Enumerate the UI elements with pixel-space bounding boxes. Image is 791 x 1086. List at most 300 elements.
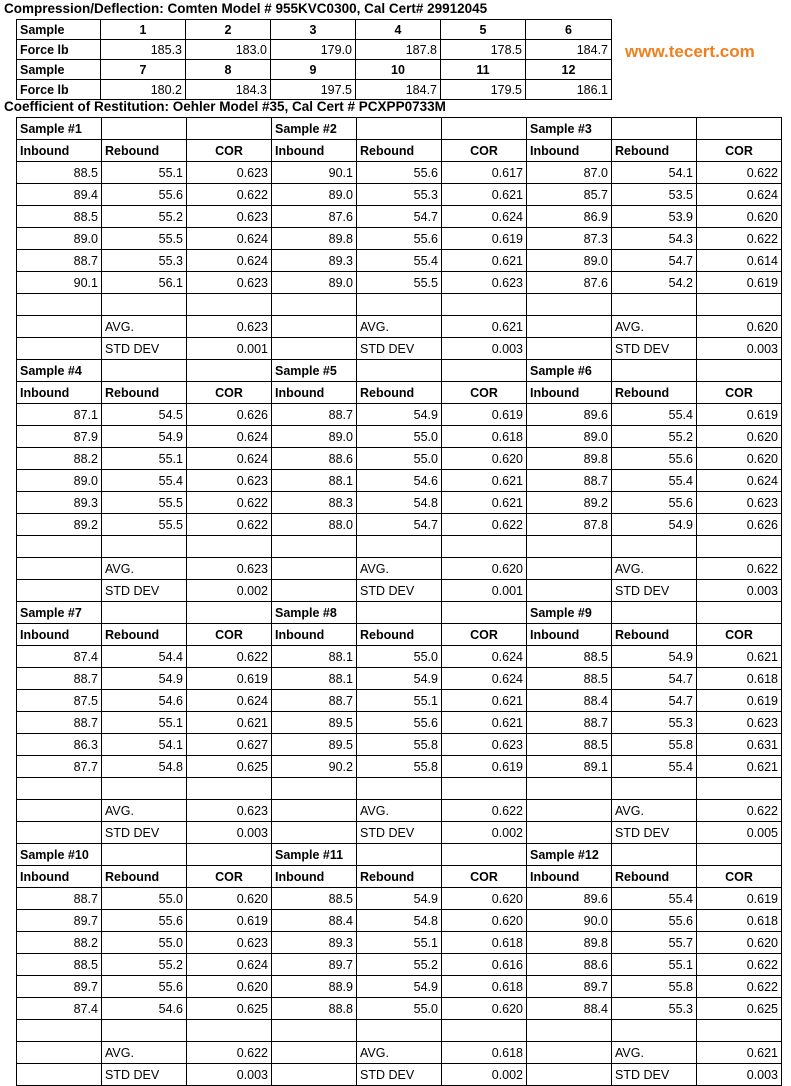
empty-cell: [17, 778, 102, 800]
data-cell: 0.618: [442, 976, 527, 998]
std-value: 0.003: [187, 1064, 272, 1086]
data-cell: 0.624: [187, 426, 272, 448]
empty-cell: [272, 536, 357, 558]
data-cell: 89.3: [272, 250, 357, 272]
empty-cell: [697, 844, 782, 866]
data-cell: 0.619: [442, 228, 527, 250]
data-cell: 55.2: [102, 206, 187, 228]
data-cell: 0.624: [187, 448, 272, 470]
data-cell: 54.5: [102, 404, 187, 426]
empty-cell: [102, 294, 187, 316]
data-cell: 89.3: [17, 492, 102, 514]
data-cell: 54.6: [102, 998, 187, 1020]
empty-cell: [527, 1042, 612, 1064]
compression-cell: 7: [101, 60, 186, 80]
empty-cell: [697, 294, 782, 316]
avg-label: AVG.: [612, 800, 697, 822]
data-cell: 54.9: [612, 514, 697, 536]
std-row: [17, 1064, 782, 1086]
avg-label: AVG.: [357, 1042, 442, 1064]
data-cell: 0.623: [697, 492, 782, 514]
compression-cell: 6: [526, 20, 612, 40]
empty-cell: [272, 1064, 357, 1086]
empty-cell: [612, 1020, 697, 1042]
data-cell: 0.626: [697, 514, 782, 536]
data-cell: 88.5: [272, 888, 357, 910]
data-cell: 55.0: [357, 646, 442, 668]
data-cell: 0.622: [697, 162, 782, 184]
compression-cell: 184.7: [356, 80, 441, 100]
compression-cell: 184.3: [186, 80, 271, 100]
data-cell: 55.1: [612, 954, 697, 976]
data-cell: 55.6: [102, 910, 187, 932]
data-cell: 0.618: [697, 668, 782, 690]
empty-cell: [442, 360, 527, 382]
table-row: [17, 404, 782, 426]
data-cell: 89.1: [527, 756, 612, 778]
cor-header: COR: [442, 140, 527, 162]
data-cell: 89.2: [17, 514, 102, 536]
std-value: 0.003: [697, 338, 782, 360]
empty-cell: [697, 118, 782, 140]
data-cell: 88.4: [272, 910, 357, 932]
data-cell: 0.624: [187, 954, 272, 976]
compression-cell: 185.3: [101, 40, 186, 60]
data-cell: 0.620: [697, 932, 782, 954]
cor-header: COR: [442, 382, 527, 404]
data-cell: 88.8: [272, 998, 357, 1020]
data-cell: 88.0: [272, 514, 357, 536]
compression-row: [17, 80, 612, 100]
data-cell: 90.2: [272, 756, 357, 778]
data-cell: 55.4: [357, 250, 442, 272]
empty-cell: [17, 536, 102, 558]
data-cell: 55.3: [612, 998, 697, 1020]
row-label: Sample: [17, 20, 101, 40]
data-cell: 56.1: [102, 272, 187, 294]
data-cell: 89.0: [272, 272, 357, 294]
data-cell: 0.621: [442, 184, 527, 206]
data-cell: 55.2: [612, 426, 697, 448]
sample-name: Sample #1: [17, 118, 102, 140]
table-row: [17, 976, 782, 998]
data-cell: 87.7: [17, 756, 102, 778]
table-row: [17, 492, 782, 514]
empty-cell: [102, 536, 187, 558]
table-row: [17, 206, 782, 228]
avg-value: 0.622: [697, 558, 782, 580]
rebound-header: Rebound: [612, 624, 697, 646]
sample-name: Sample #8: [272, 602, 357, 624]
data-cell: 88.7: [17, 712, 102, 734]
sample-name: Sample #7: [17, 602, 102, 624]
rebound-header: Rebound: [612, 382, 697, 404]
data-cell: 87.5: [17, 690, 102, 712]
column-header-row: [17, 624, 782, 646]
data-cell: 55.1: [357, 690, 442, 712]
compression-row: [17, 40, 612, 60]
data-cell: 89.0: [17, 470, 102, 492]
column-header-row: [17, 866, 782, 888]
data-cell: 0.619: [442, 756, 527, 778]
data-cell: 55.0: [357, 448, 442, 470]
avg-value: 0.623: [187, 558, 272, 580]
data-cell: 0.624: [697, 470, 782, 492]
table-row: [17, 272, 782, 294]
avg-value: 0.622: [442, 800, 527, 822]
avg-value: 0.618: [442, 1042, 527, 1064]
data-cell: 55.8: [357, 756, 442, 778]
data-cell: 55.1: [102, 162, 187, 184]
data-cell: 85.7: [527, 184, 612, 206]
blank-row: [17, 778, 782, 800]
cor-header: COR: [442, 624, 527, 646]
std-value: 0.003: [697, 1064, 782, 1086]
data-cell: 55.4: [612, 404, 697, 426]
data-cell: 54.1: [102, 734, 187, 756]
empty-cell: [17, 800, 102, 822]
data-cell: 88.5: [17, 954, 102, 976]
data-cell: 0.622: [187, 514, 272, 536]
data-cell: 87.0: [527, 162, 612, 184]
empty-cell: [357, 778, 442, 800]
data-cell: 55.4: [102, 470, 187, 492]
data-cell: 0.618: [697, 910, 782, 932]
empty-cell: [442, 294, 527, 316]
data-cell: 89.7: [17, 910, 102, 932]
sample-name: Sample #4: [17, 360, 102, 382]
empty-cell: [272, 580, 357, 602]
data-cell: 88.9: [272, 976, 357, 998]
row-label: Sample: [17, 60, 101, 80]
compression-cell: 8: [186, 60, 271, 80]
data-cell: 89.7: [527, 976, 612, 998]
empty-cell: [442, 536, 527, 558]
data-cell: 0.620: [442, 888, 527, 910]
empty-cell: [612, 118, 697, 140]
data-cell: 55.5: [102, 514, 187, 536]
table-row: [17, 470, 782, 492]
data-cell: 88.4: [527, 690, 612, 712]
empty-cell: [697, 778, 782, 800]
std-label: STD DEV: [102, 338, 187, 360]
avg-row: [17, 558, 782, 580]
std-row: [17, 822, 782, 844]
table-row: [17, 954, 782, 976]
data-cell: 90.1: [272, 162, 357, 184]
empty-cell: [527, 800, 612, 822]
std-value: 0.001: [187, 338, 272, 360]
data-cell: 54.7: [612, 668, 697, 690]
avg-label: AVG.: [612, 316, 697, 338]
data-cell: 88.7: [17, 668, 102, 690]
empty-cell: [102, 602, 187, 624]
data-cell: 53.5: [612, 184, 697, 206]
empty-cell: [187, 294, 272, 316]
empty-cell: [17, 338, 102, 360]
avg-value: 0.623: [187, 316, 272, 338]
empty-cell: [187, 844, 272, 866]
data-cell: 55.8: [612, 734, 697, 756]
data-cell: 87.6: [527, 272, 612, 294]
data-cell: 0.622: [442, 514, 527, 536]
data-cell: 54.9: [612, 646, 697, 668]
rebound-header: Rebound: [357, 140, 442, 162]
avg-label: AVG.: [102, 1042, 187, 1064]
sample-name: Sample #2: [272, 118, 357, 140]
empty-cell: [187, 1020, 272, 1042]
data-cell: 0.624: [187, 228, 272, 250]
empty-cell: [527, 536, 612, 558]
avg-value: 0.622: [187, 1042, 272, 1064]
data-cell: 55.4: [612, 888, 697, 910]
data-cell: 0.618: [442, 426, 527, 448]
data-cell: 88.3: [272, 492, 357, 514]
compression-cell: 12: [526, 60, 612, 80]
data-cell: 0.624: [442, 646, 527, 668]
compression-cell: 197.5: [271, 80, 356, 100]
data-cell: 54.2: [612, 272, 697, 294]
data-cell: 88.2: [17, 932, 102, 954]
data-cell: 0.624: [187, 690, 272, 712]
data-cell: 88.7: [272, 404, 357, 426]
data-cell: 55.6: [357, 162, 442, 184]
data-cell: 88.7: [17, 888, 102, 910]
cor-header: COR: [187, 866, 272, 888]
data-cell: 55.6: [357, 712, 442, 734]
compression-cell: 187.8: [356, 40, 441, 60]
empty-cell: [17, 1042, 102, 1064]
avg-value: 0.620: [442, 558, 527, 580]
avg-label: AVG.: [612, 558, 697, 580]
empty-cell: [697, 536, 782, 558]
compression-row: [17, 20, 612, 40]
avg-row: [17, 800, 782, 822]
data-cell: 88.7: [527, 470, 612, 492]
std-value: 0.002: [442, 1064, 527, 1086]
inbound-header: Inbound: [527, 382, 612, 404]
data-cell: 0.624: [697, 184, 782, 206]
data-cell: 88.5: [527, 646, 612, 668]
data-cell: 54.7: [357, 514, 442, 536]
blank-row: [17, 294, 782, 316]
std-value: 0.001: [442, 580, 527, 602]
avg-label: AVG.: [102, 558, 187, 580]
data-cell: 0.625: [187, 998, 272, 1020]
data-cell: 0.623: [442, 272, 527, 294]
data-cell: 55.6: [612, 910, 697, 932]
empty-cell: [187, 536, 272, 558]
data-cell: 0.623: [187, 470, 272, 492]
table-row: [17, 250, 782, 272]
rebound-header: Rebound: [612, 866, 697, 888]
data-cell: 55.6: [612, 492, 697, 514]
empty-cell: [527, 558, 612, 580]
compression-cell: 5: [441, 20, 526, 40]
data-cell: 90.0: [527, 910, 612, 932]
compression-row: [17, 60, 612, 80]
table-row: [17, 668, 782, 690]
empty-cell: [102, 1020, 187, 1042]
data-cell: 55.4: [612, 470, 697, 492]
table-row: [17, 184, 782, 206]
empty-cell: [102, 360, 187, 382]
std-value: 0.003: [697, 580, 782, 602]
data-cell: 0.622: [187, 646, 272, 668]
data-cell: 54.1: [612, 162, 697, 184]
empty-cell: [187, 118, 272, 140]
data-cell: 89.0: [272, 184, 357, 206]
data-cell: 54.8: [357, 492, 442, 514]
data-cell: 55.6: [102, 976, 187, 998]
cor-header: COR: [187, 140, 272, 162]
empty-cell: [442, 1020, 527, 1042]
cor-table: [16, 117, 782, 1086]
data-cell: 89.5: [272, 734, 357, 756]
rebound-header: Rebound: [357, 866, 442, 888]
empty-cell: [442, 602, 527, 624]
data-cell: 90.1: [17, 272, 102, 294]
data-cell: 89.8: [527, 932, 612, 954]
data-cell: 88.5: [17, 162, 102, 184]
table-row: [17, 426, 782, 448]
table-row: [17, 712, 782, 734]
empty-cell: [17, 822, 102, 844]
avg-value: 0.620: [697, 316, 782, 338]
data-cell: 55.0: [102, 888, 187, 910]
data-cell: 53.9: [612, 206, 697, 228]
empty-cell: [612, 844, 697, 866]
empty-cell: [612, 294, 697, 316]
data-cell: 54.6: [102, 690, 187, 712]
empty-cell: [527, 1064, 612, 1086]
avg-label: AVG.: [102, 800, 187, 822]
empty-cell: [17, 558, 102, 580]
inbound-header: Inbound: [17, 382, 102, 404]
cor-header: COR: [697, 140, 782, 162]
data-cell: 88.7: [272, 690, 357, 712]
cor-header: COR: [697, 382, 782, 404]
rebound-header: Rebound: [357, 382, 442, 404]
table-row: [17, 734, 782, 756]
inbound-header: Inbound: [17, 866, 102, 888]
empty-cell: [357, 1020, 442, 1042]
cor-header: COR: [187, 382, 272, 404]
data-cell: 0.624: [442, 206, 527, 228]
data-cell: 0.619: [697, 888, 782, 910]
data-cell: 88.6: [527, 954, 612, 976]
empty-cell: [612, 360, 697, 382]
data-cell: 55.6: [612, 448, 697, 470]
inbound-header: Inbound: [527, 866, 612, 888]
cor-title: Coefficient of Restitution: Oehler Model #35, Cal Cert # PCXPP0733M: [4, 99, 446, 114]
sample-title-row: [17, 118, 782, 140]
empty-cell: [612, 778, 697, 800]
data-cell: 54.7: [612, 250, 697, 272]
data-cell: 0.618: [442, 932, 527, 954]
std-label: STD DEV: [612, 580, 697, 602]
empty-cell: [442, 844, 527, 866]
data-cell: 0.622: [697, 954, 782, 976]
data-cell: 88.5: [527, 734, 612, 756]
compression-cell: 1: [101, 20, 186, 40]
sample-name: Sample #9: [527, 602, 612, 624]
compression-cell: 184.7: [526, 40, 612, 60]
inbound-header: Inbound: [527, 624, 612, 646]
empty-cell: [357, 602, 442, 624]
data-cell: 87.1: [17, 404, 102, 426]
data-cell: 89.0: [17, 228, 102, 250]
table-row: [17, 514, 782, 536]
data-cell: 55.2: [102, 954, 187, 976]
avg-row: [17, 1042, 782, 1064]
compression-cell: 180.2: [101, 80, 186, 100]
inbound-header: Inbound: [272, 866, 357, 888]
std-value: 0.002: [442, 822, 527, 844]
data-cell: 0.616: [442, 954, 527, 976]
avg-label: AVG.: [357, 800, 442, 822]
sample-name: Sample #6: [527, 360, 612, 382]
std-label: STD DEV: [612, 1064, 697, 1086]
cor-header: COR: [697, 624, 782, 646]
data-cell: 0.623: [187, 932, 272, 954]
empty-cell: [527, 1020, 612, 1042]
website-logo[interactable]: www.tecert.com: [625, 42, 755, 61]
data-cell: 55.0: [357, 426, 442, 448]
data-cell: 0.625: [187, 756, 272, 778]
data-cell: 87.9: [17, 426, 102, 448]
data-cell: 89.0: [527, 426, 612, 448]
compression-cell: 10: [356, 60, 441, 80]
data-cell: 88.6: [272, 448, 357, 470]
compression-cell: 183.0: [186, 40, 271, 60]
std-value: 0.003: [187, 822, 272, 844]
data-cell: 0.622: [697, 976, 782, 998]
data-cell: 88.5: [527, 668, 612, 690]
data-cell: 89.5: [272, 712, 357, 734]
data-cell: 0.624: [442, 668, 527, 690]
data-cell: 0.623: [442, 734, 527, 756]
empty-cell: [272, 294, 357, 316]
sample-name: Sample #10: [17, 844, 102, 866]
std-label: STD DEV: [357, 338, 442, 360]
empty-cell: [697, 360, 782, 382]
sample-name: Sample #3: [527, 118, 612, 140]
empty-cell: [612, 536, 697, 558]
inbound-header: Inbound: [527, 140, 612, 162]
empty-cell: [272, 1042, 357, 1064]
data-cell: 0.620: [442, 998, 527, 1020]
data-cell: 0.619: [697, 690, 782, 712]
data-cell: 89.6: [527, 404, 612, 426]
data-cell: 55.1: [102, 712, 187, 734]
data-cell: 55.7: [612, 932, 697, 954]
avg-value: 0.623: [187, 800, 272, 822]
std-label: STD DEV: [102, 580, 187, 602]
data-cell: 0.623: [187, 272, 272, 294]
data-cell: 88.2: [17, 448, 102, 470]
row-label: Force lb: [17, 40, 101, 60]
data-cell: 0.620: [697, 206, 782, 228]
data-cell: 54.9: [357, 976, 442, 998]
cor-header: COR: [442, 866, 527, 888]
data-cell: 55.4: [612, 756, 697, 778]
compression-table: [16, 19, 612, 100]
data-cell: 55.6: [357, 228, 442, 250]
empty-cell: [187, 360, 272, 382]
compression-cell: 2: [186, 20, 271, 40]
std-value: 0.003: [442, 338, 527, 360]
